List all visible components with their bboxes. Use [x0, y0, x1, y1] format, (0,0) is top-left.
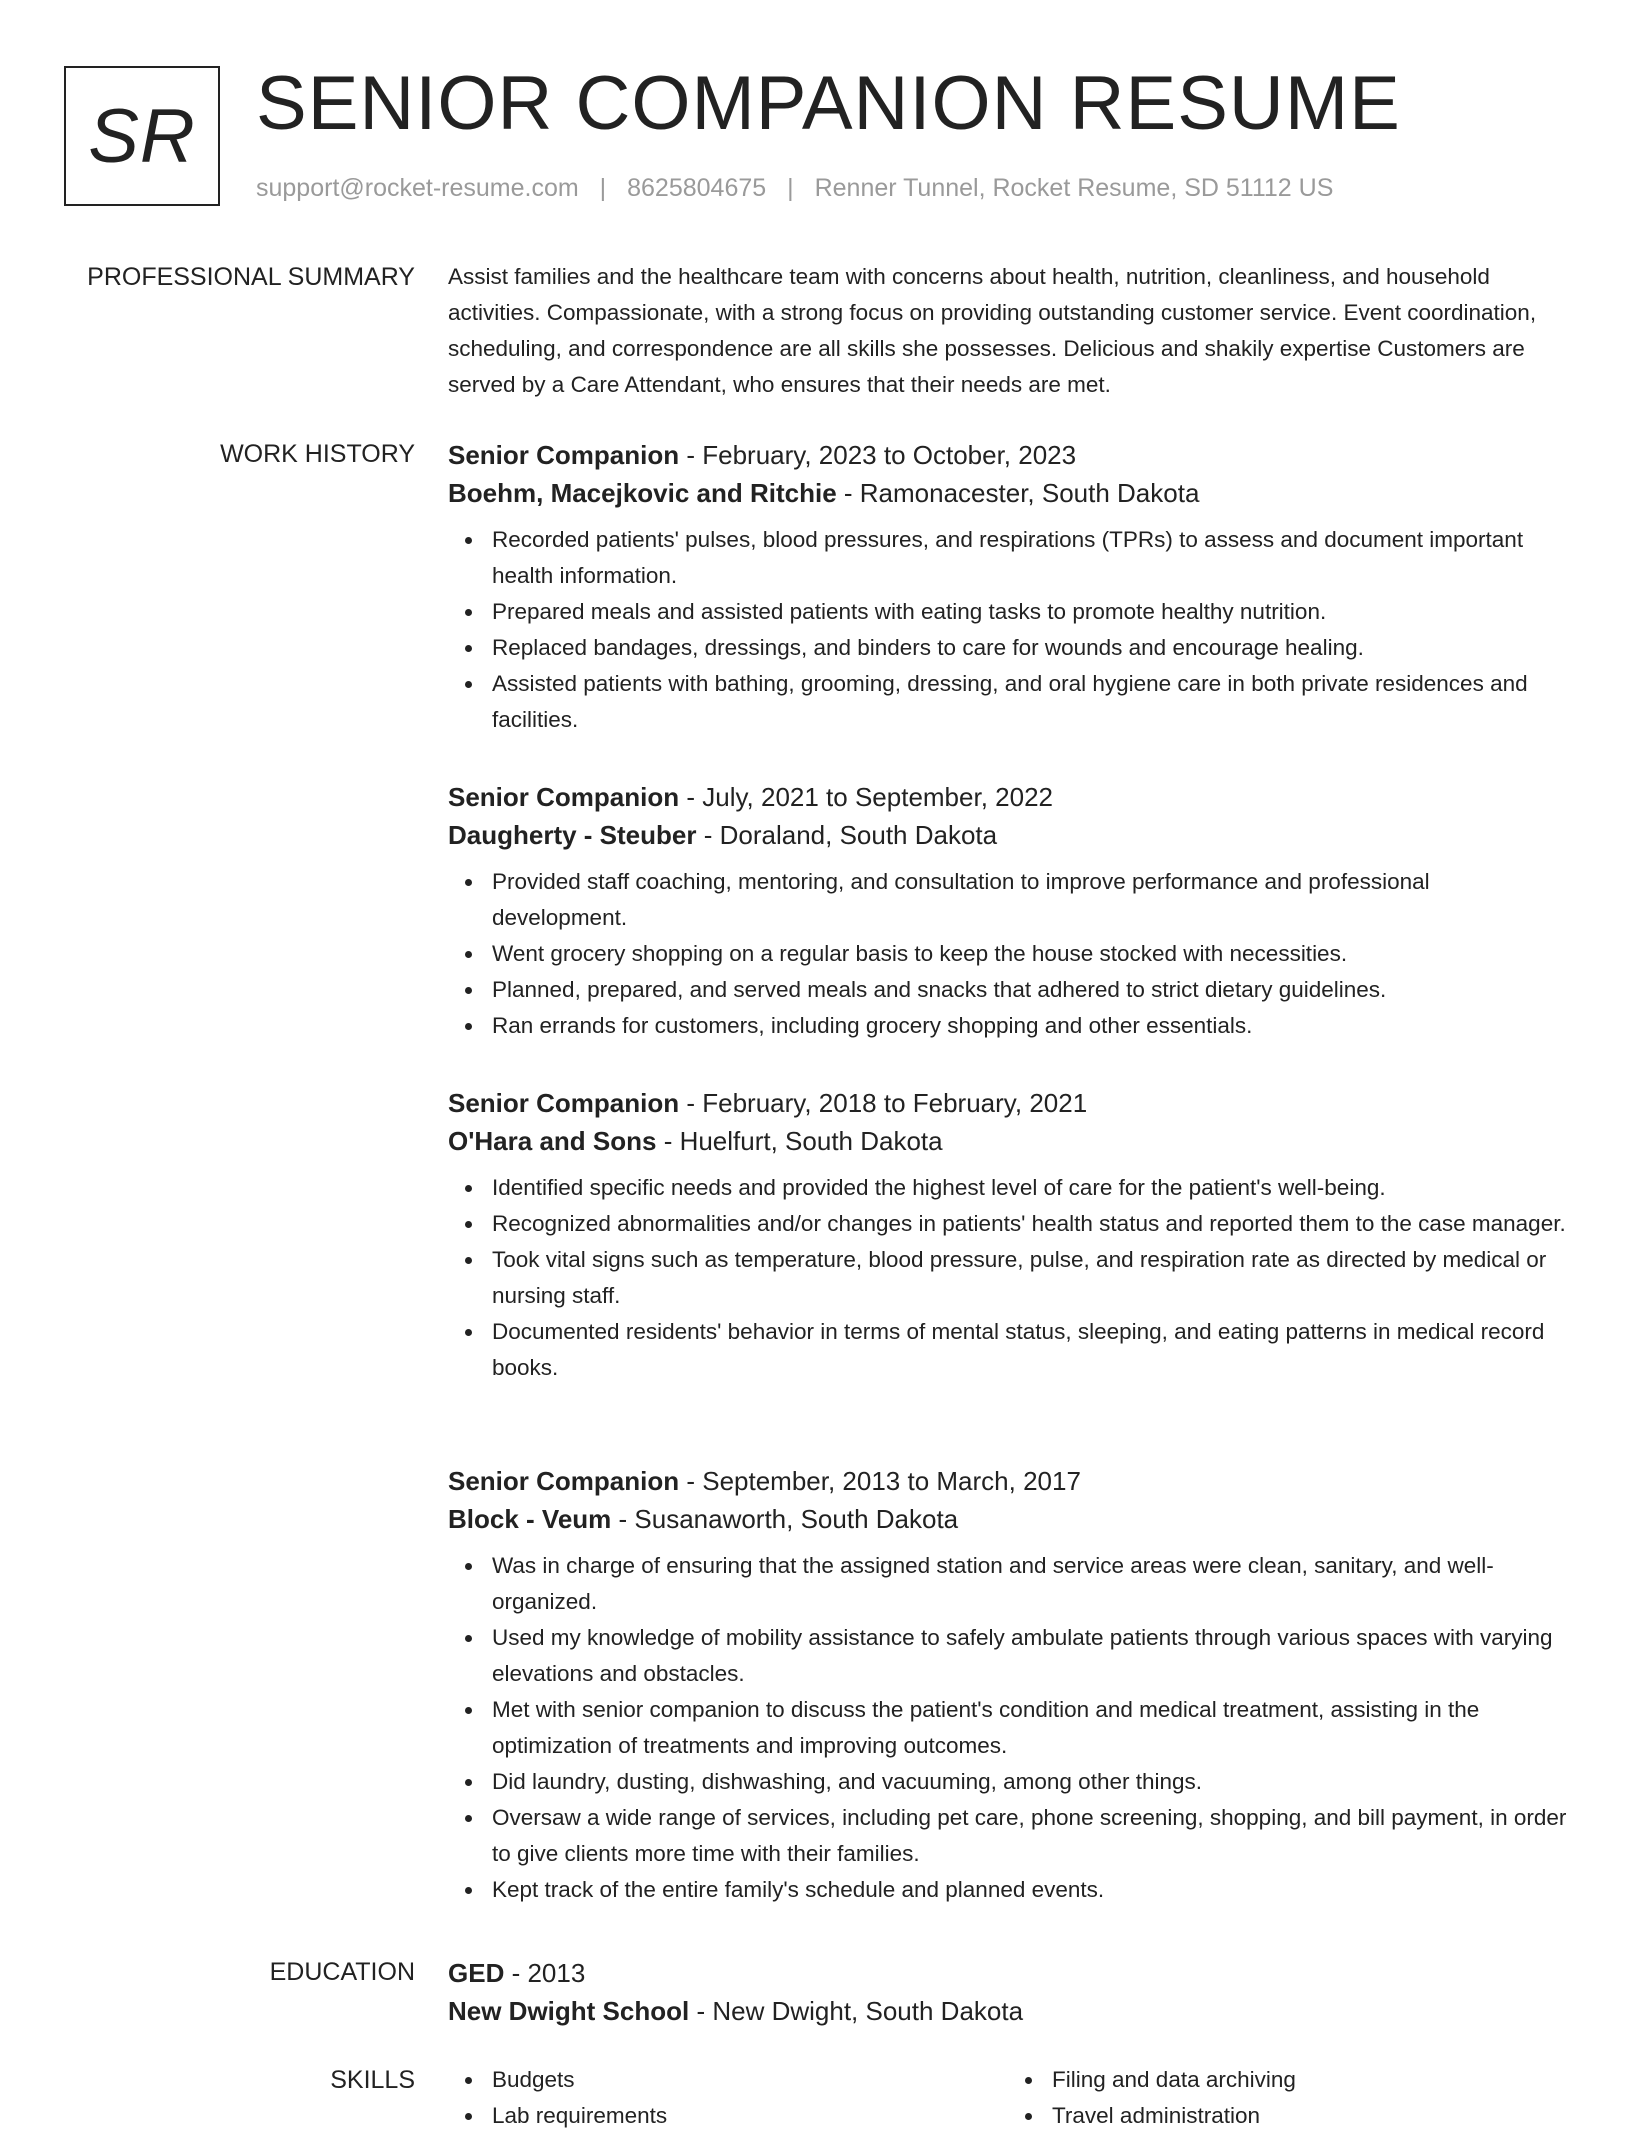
education-body [448, 1954, 1568, 2030]
job-title-line [448, 436, 1568, 474]
section-label-summary: PROFESSIONAL SUMMARY [87, 263, 415, 291]
job-bullet: Documented residents' behavior in terms of mental status, sleeping, and eating patterns in medical record books. [492, 1314, 1568, 1386]
contact-separator: | [787, 174, 794, 202]
contact-line [256, 174, 1333, 203]
job-location: - Ramonacester, South Dakota [836, 478, 1200, 508]
job-company: O'Hara and Sons [448, 1126, 657, 1156]
skills-body [448, 2062, 1568, 2134]
job-location: - Huelfurt, South Dakota [656, 1126, 943, 1156]
job-location: - Susanaworth, South Dakota [611, 1504, 959, 1534]
job-title-line [448, 778, 1568, 816]
job-bullet: Kept track of the entire family's schedule and planned events. [492, 1872, 1568, 1908]
job-entry [448, 436, 1568, 738]
job-bullets [448, 1548, 1568, 1908]
summary-text: Assist families and the healthcare team with concerns about health, nutrition, cleanliness, and household activities. Compassionate, with a strong focus on providing outstanding customer service. Event coordination, scheduling, and correspondence are all skills she possesses. Delicious and shakily expertise Customers are served by a Care Attendant, who ensures that their needs are met. [448, 264, 1537, 397]
job-bullet: Used my knowledge of mobility assistance to safely ambulate patients through various spaces with varying elevations and obstacles. [492, 1620, 1568, 1692]
job-bullet: Identified specific needs and provided the highest level of care for the patient's well-being. [492, 1170, 1568, 1206]
monogram-badge: SR [64, 66, 220, 206]
job-bullet: Replaced bandages, dressings, and binders to care for wounds and encourage healing. [492, 630, 1568, 666]
job-bullet: Was in charge of ensuring that the assigned station and service areas were clean, sanitary, and well-organized. [492, 1548, 1568, 1620]
job-dates: - September, 2013 to March, 2017 [679, 1466, 1081, 1496]
job-location: - Doraland, South Dakota [696, 820, 998, 850]
job-dates: - July, 2021 to September, 2022 [679, 782, 1053, 812]
job-company-line [448, 816, 1568, 854]
education-location: - New Dwight, South Dakota [689, 1996, 1024, 2026]
job-bullets [448, 522, 1568, 738]
job-bullet: Met with senior companion to discuss the patient's condition and medical treatment, assisting in the optimization of treatments and improving outcomes. [492, 1692, 1568, 1764]
job-bullet: Oversaw a wide range of services, including pet care, phone screening, shopping, and bill payment, in order to give clients more time with their families. [492, 1800, 1568, 1872]
job-title: Senior Companion [448, 1088, 680, 1118]
job-title-line [448, 1462, 1568, 1500]
job-company: Daugherty - Steuber [448, 820, 697, 850]
skill-item: Budgets [492, 2062, 1008, 2098]
job-title: Senior Companion [448, 782, 680, 812]
job-dates: - February, 2023 to October, 2023 [679, 440, 1077, 470]
section-label-education: EDUCATION [269, 1958, 415, 1986]
job-dates: - February, 2018 to February, 2021 [679, 1088, 1088, 1118]
job-entry [448, 1084, 1568, 1386]
contact-address: Renner Tunnel, Rocket Resume, SD 51112 US [814, 174, 1334, 202]
job-bullets [448, 1170, 1568, 1386]
job-title: Senior Companion [448, 440, 680, 470]
job-entry [448, 778, 1568, 1044]
job-company-line [448, 1500, 1568, 1538]
job-title: Senior Companion [448, 1466, 680, 1496]
skills-list-right [1008, 2062, 1568, 2134]
job-company-line [448, 1122, 1568, 1160]
resume-header [64, 61, 1632, 210]
skill-item: Filing and data archiving [1052, 2062, 1568, 2098]
job-entry [448, 1462, 1568, 1908]
section-label-work-history: WORK HISTORY [220, 440, 415, 468]
skills-list-left [448, 2062, 1008, 2134]
section-label-skills: SKILLS [330, 2066, 415, 2094]
contact-email[interactable]: support@rocket-resume.com [256, 174, 579, 202]
job-bullet: Took vital signs such as temperature, blood pressure, pulse, and respiration rate as directed by medical or nursing staff. [492, 1242, 1568, 1314]
contact-phone[interactable]: 8625804675 [627, 174, 767, 202]
education-school-line [448, 1992, 1568, 2030]
skill-item: Travel administration [1052, 2098, 1568, 2134]
job-bullet: Ran errands for customers, including grocery shopping and other essentials. [492, 1008, 1568, 1044]
job-bullet: Planned, prepared, and served meals and snacks that adhered to strict dietary guidelines. [492, 972, 1568, 1008]
job-bullet: Went grocery shopping on a regular basis to keep the house stocked with necessities. [492, 936, 1568, 972]
job-company-line [448, 474, 1568, 512]
job-company: Boehm, Macejkovic and Ritchie [448, 478, 837, 508]
resume-title: SENIOR COMPANION RESUME [256, 61, 1401, 146]
job-bullets [448, 864, 1568, 1044]
education-degree-line [448, 1954, 1568, 1992]
skill-item: Lab requirements [492, 2098, 1008, 2134]
skills-columns [448, 2062, 1568, 2134]
job-bullet: Recognized abnormalities and/or changes in patients' health status and reported them to the case manager. [492, 1206, 1568, 1242]
job-bullet: Provided staff coaching, mentoring, and consultation to improve performance and professional development. [492, 864, 1568, 936]
education-degree: GED [448, 1958, 505, 1988]
contact-separator: | [599, 174, 607, 202]
education-year: - 2013 [504, 1958, 586, 1988]
job-title-line [448, 1084, 1568, 1122]
job-company: Block - Veum [448, 1504, 612, 1534]
job-bullet: Recorded patients' pulses, blood pressures, and respirations (TPRs) to assess and document important health information. [492, 522, 1568, 594]
job-bullet: Assisted patients with bathing, grooming, dressing, and oral hygiene care in both private residences and facilities. [492, 666, 1568, 738]
job-bullet: Did laundry, dusting, dishwashing, and vacuuming, among other things. [492, 1764, 1568, 1800]
job-bullet: Prepared meals and assisted patients with eating tasks to promote healthy nutrition. [492, 594, 1568, 630]
education-school: New Dwight School [448, 1996, 690, 2026]
